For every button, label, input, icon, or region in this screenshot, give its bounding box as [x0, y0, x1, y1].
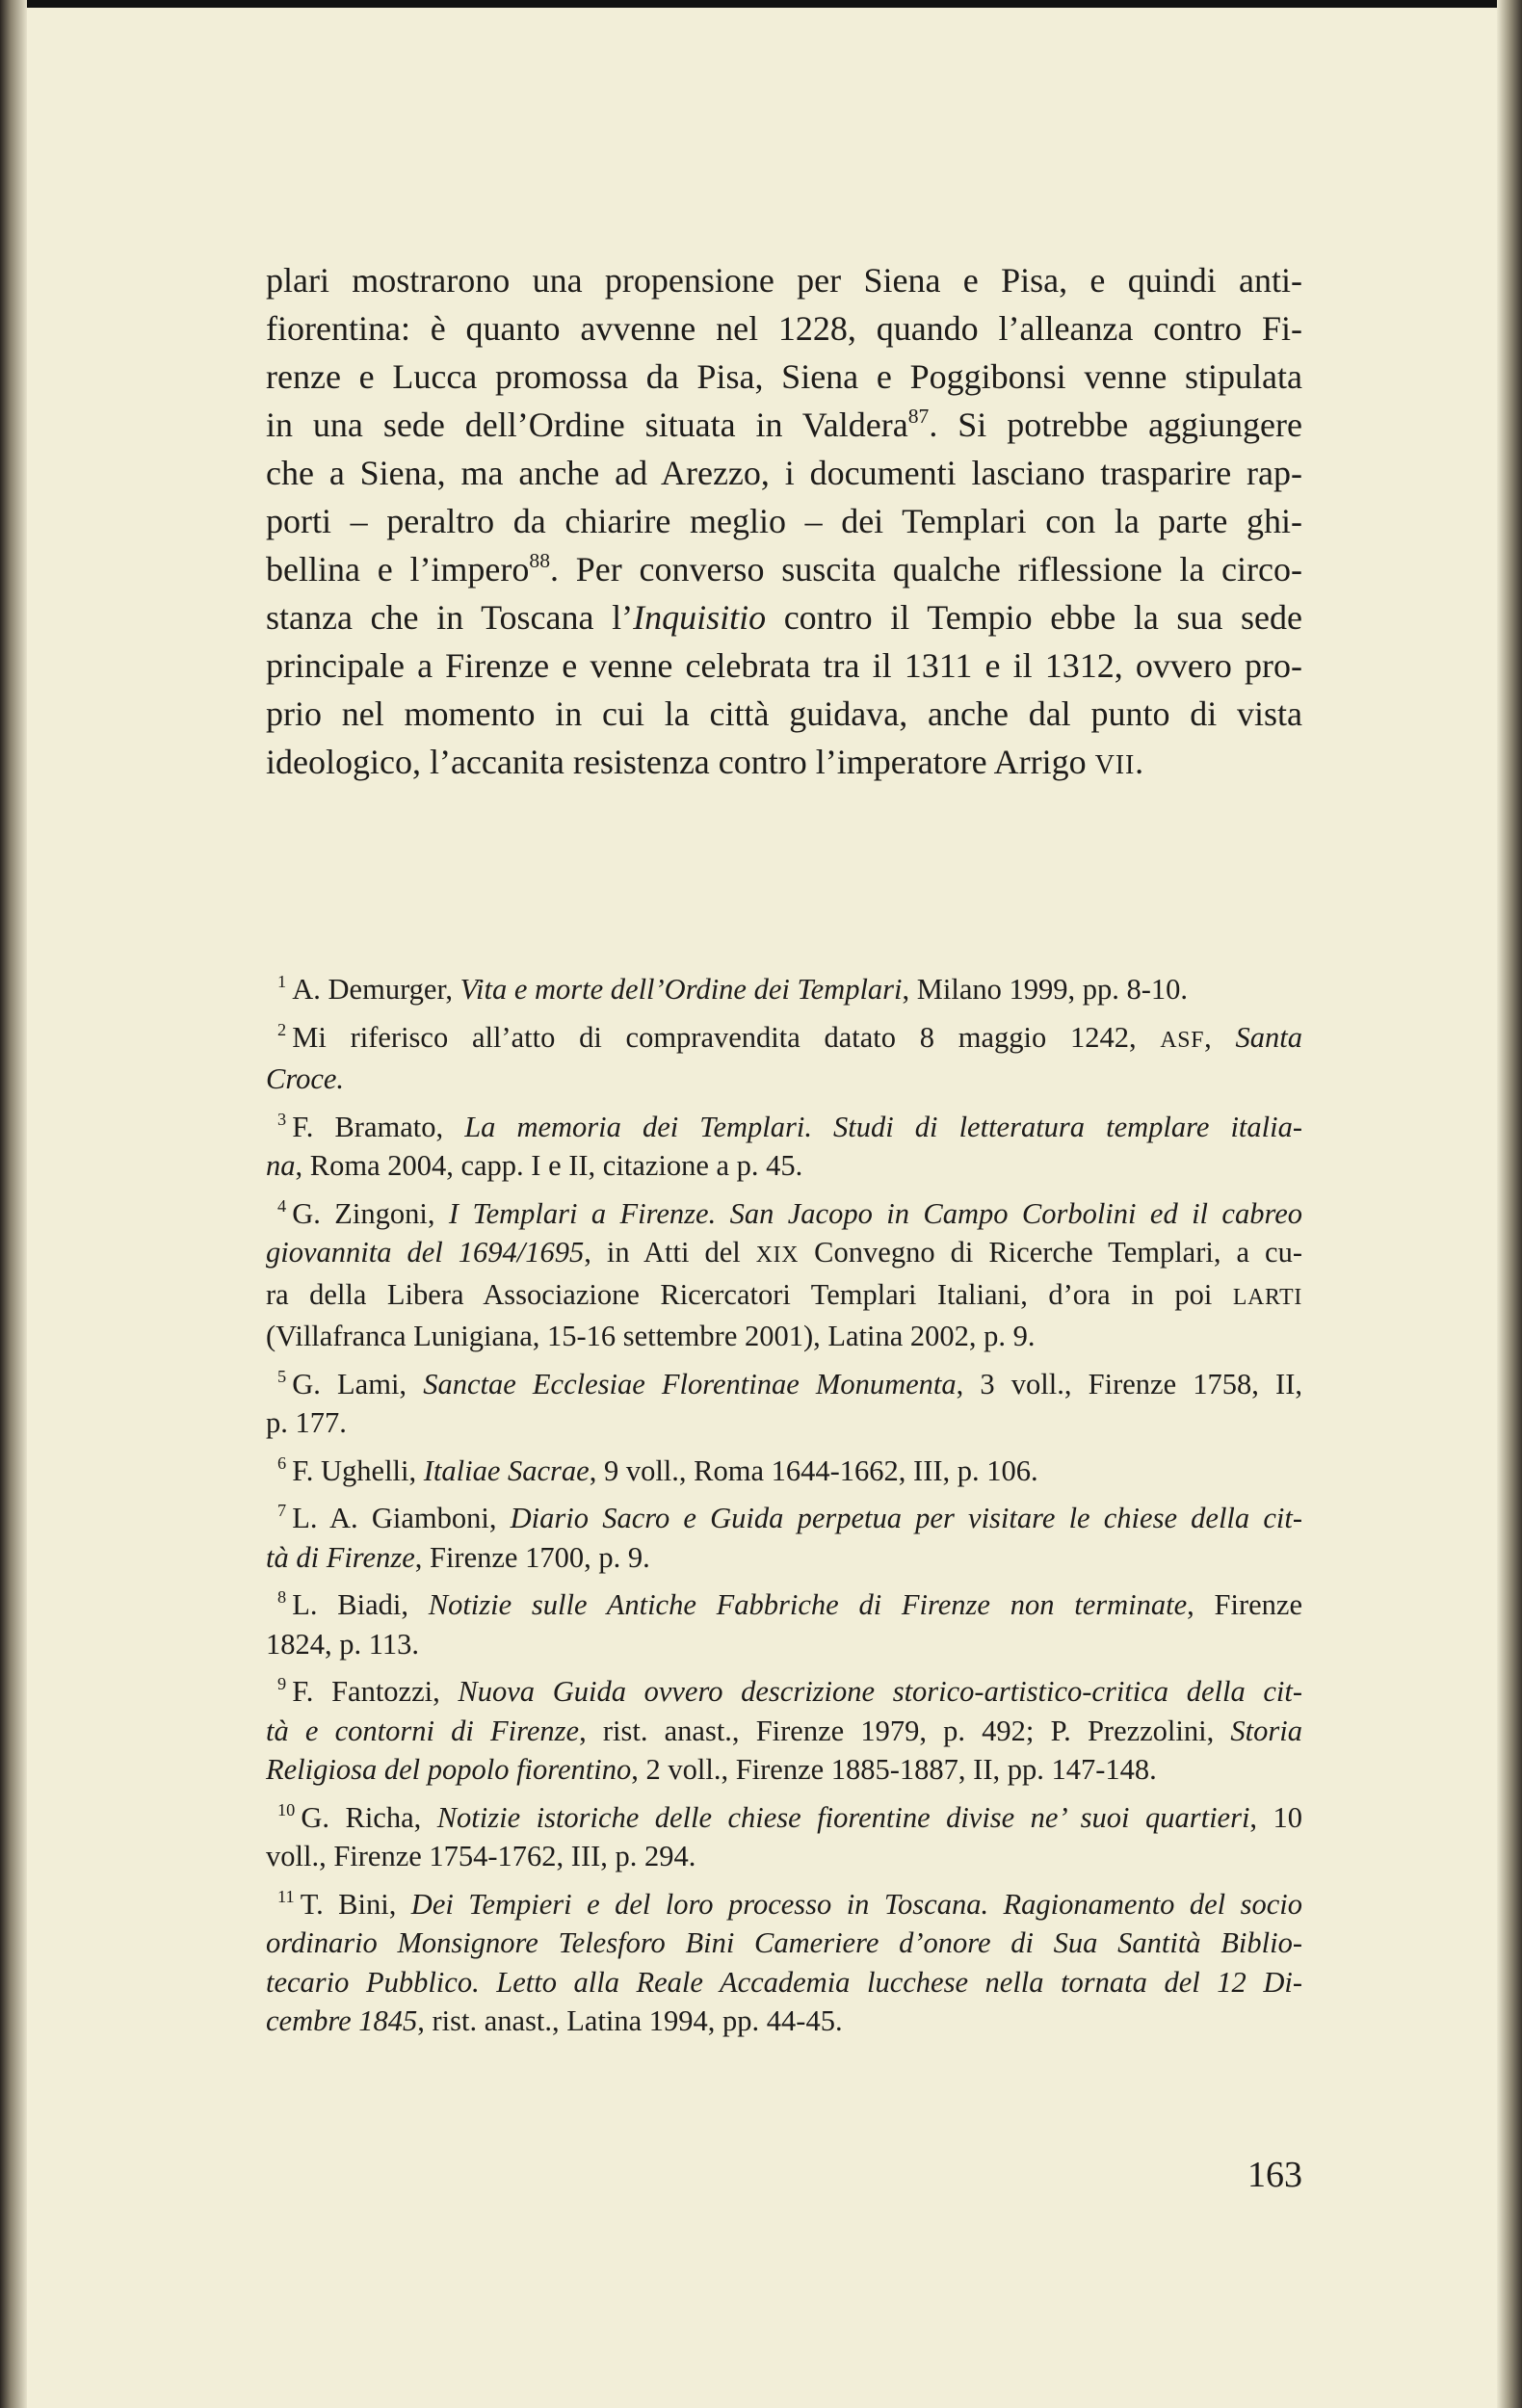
italic-title: Vita e morte dell’Ordine dei Templari [459, 973, 903, 1006]
italic-title: tecario Pubblico. Letto alla Reale Accademia lucchese nella tornata del 12 Di- [266, 1965, 1302, 1999]
footnotes [266, 970, 1302, 2050]
text-line [266, 545, 1302, 593]
footnote-3 [266, 1108, 1302, 1186]
text-run: , 2 voll., Firenze 1885-1887, II, pp. 147-148. [631, 1753, 1157, 1786]
italic-title: Croce. [266, 1062, 345, 1095]
text-run: in una sede dell’Ordine situata in Valdera [266, 406, 908, 444]
text-line [266, 449, 1302, 497]
text-line [266, 1317, 1302, 1356]
text-run: , in Atti del [584, 1236, 756, 1269]
text-run: voll., Firenze 1754-1762, III, p. 294. [266, 1840, 696, 1872]
text-line [266, 1798, 1302, 1838]
small-caps-text: LARTI [1232, 1284, 1302, 1310]
footnote-6 [266, 1452, 1302, 1491]
text-run: L. A. Giamboni, [292, 1502, 511, 1534]
text-run: plari mostrarono una propensione per Siena e Pisa, e quindi anti- [266, 261, 1302, 300]
text-run: , 10 [1249, 1800, 1302, 1834]
text-run: , Milano 1999, pp. 8-10. [902, 973, 1189, 1006]
footnote-number: 3 [277, 1109, 287, 1129]
footnote-reference: 87 [907, 404, 930, 428]
italic-title: Inquisitio [633, 598, 767, 637]
footnote-9 [266, 1672, 1302, 1790]
italic-title: Italiae Sacrae [423, 1453, 590, 1487]
italic-title: tà di Firenze [266, 1540, 415, 1574]
text-line [266, 1712, 1302, 1751]
footnote-number: 2 [277, 1019, 287, 1039]
text-run: F. Bramato, [292, 1110, 465, 1143]
text-line [266, 353, 1302, 401]
text-run: Mi riferisco all’atto di compravendita datato 8 maggio 1242, [292, 1020, 1161, 1054]
text-run: . Per converso suscita qualche riflessione la circo- [550, 550, 1302, 589]
italic-title: Storia [1230, 1714, 1302, 1747]
text-run: Convegno di Ricerche Templari, a cu- [799, 1236, 1302, 1269]
footnote-number: 10 [277, 1799, 296, 1819]
text-run: , 9 voll., Roma 1644-1662, III, p. 106. [589, 1453, 1038, 1487]
book-spine-shadow [0, 0, 27, 2408]
text-line [266, 1060, 1302, 1099]
small-caps-text: XIX [755, 1243, 800, 1268]
text-run: , rist. anast., Firenze 1979, p. 492; P. Prezzolini, [579, 1714, 1231, 1747]
text-line [266, 401, 1302, 449]
text-run: 1824, p. 113. [266, 1627, 419, 1661]
text-line [266, 497, 1302, 545]
text-line [266, 593, 1302, 641]
small-caps-text: ASF [1160, 1027, 1205, 1053]
text-run: L. Biadi, [292, 1588, 429, 1621]
text-line [266, 1672, 1302, 1712]
text-line [266, 1625, 1302, 1664]
footnote-number: 5 [277, 1366, 287, 1386]
text-line [266, 970, 1302, 1009]
text-line [266, 1585, 1302, 1625]
text-line [266, 1837, 1302, 1876]
text-line [266, 1963, 1302, 2002]
text-line [266, 1365, 1302, 1404]
text-line [266, 738, 1302, 790]
text-run: renze e Lucca promossa da Pisa, Siena e Poggibonsi venne stipulata [266, 357, 1302, 396]
text-line [266, 1538, 1302, 1578]
footnote-reference: 88 [529, 548, 550, 572]
text-line [266, 1233, 1302, 1275]
text-run: G. Lami, [292, 1367, 424, 1400]
text-run: (Villafranca Lunigiana, 15-16 settembre 2001), Latina 2002, p. 9. [266, 1320, 1036, 1352]
italic-title: Notizie istoriche delle chiese fiorentine divise ne’ suoi quartieri [436, 1800, 1250, 1834]
text-line [266, 641, 1302, 690]
body-paragraph [266, 256, 1302, 790]
text-run: principale a Firenze e venne celebrata tra il 1311 e il 1312, ovvero pro- [266, 646, 1302, 685]
text-line [266, 1146, 1302, 1186]
footnote-number: 8 [277, 1587, 287, 1608]
text-run: porti – peraltro da chiarire meglio – dei Templari con la parte ghi- [266, 502, 1302, 540]
text-run: T. Bini, [300, 1887, 411, 1921]
italic-title: Diario Sacro e Guida perpetua per visitare le chiese della cit- [510, 1502, 1302, 1534]
footnote-number: 6 [277, 1453, 287, 1473]
italic-title: na [266, 1149, 296, 1182]
text-run: , Roma 2004, capp. I e II, citazione a p. 45. [295, 1149, 803, 1182]
footnote-number: 4 [277, 1195, 287, 1216]
text-run: prio nel momento in cui la città guidava, anche dal punto di vista [266, 694, 1302, 733]
footnote-11 [266, 1885, 1302, 2041]
footnote-7 [266, 1499, 1302, 1577]
italic-title: Notizie sulle Antiche Fabbriche di Firenze non terminate [428, 1588, 1188, 1621]
text-line [266, 1885, 1302, 1924]
text-run: , [1204, 1020, 1236, 1054]
text-line [266, 2002, 1302, 2041]
text-run: ideologico, l’accanita resistenza contro l’imperatore Arrigo [266, 743, 1095, 781]
page-edge-shadow [1497, 0, 1522, 2408]
text-run: . [1135, 743, 1144, 781]
text-run: F. Fantozzi, [292, 1675, 459, 1708]
text-line [266, 1499, 1302, 1538]
italic-title: Santa [1235, 1020, 1303, 1054]
italic-title: I Templari a Firenze. San Jacopo in Campo Corbolini ed il cabreo [448, 1196, 1302, 1230]
small-caps-text: VII [1094, 750, 1136, 780]
footnote-2 [266, 1018, 1302, 1099]
text-line [266, 690, 1302, 738]
text-line [266, 1275, 1302, 1318]
text-run: bellina e l’impero [266, 550, 530, 589]
text-line [266, 304, 1302, 353]
text-line [266, 256, 1302, 304]
footnote-1 [266, 970, 1302, 1009]
footnote-10 [266, 1798, 1302, 1876]
italic-title: ordinario Monsignore Telesforo Bini Cameriere d’onore di Sua Santità Biblio- [266, 1926, 1302, 1959]
text-line [266, 1924, 1302, 1963]
italic-title: Nuova Guida ovvero descrizione storico-artistico-critica della cit- [458, 1675, 1302, 1708]
text-line [266, 1403, 1302, 1443]
text-run: G. Richa, [301, 1800, 437, 1834]
text-run: , Firenze [1187, 1588, 1302, 1621]
text-run: , rist. anast., Latina 1994, pp. 44-45. [417, 2004, 843, 2037]
text-run: . Si potrebbe aggiungere [929, 406, 1302, 444]
text-run: A. Demurger, [292, 973, 460, 1006]
text-run: ra della Libera Associazione Ricercatori Templari Italiani, d’ora in poi [266, 1277, 1233, 1311]
italic-title: Religiosa del popolo fiorentino [266, 1753, 632, 1786]
footnote-number: 11 [277, 1886, 295, 1906]
footnote-8 [266, 1585, 1302, 1663]
text-run: che a Siena, ma anche ad Arezzo, i documenti lasciano trasparire rap- [266, 454, 1302, 492]
text-line [266, 1452, 1302, 1491]
footnote-number: 7 [277, 1501, 287, 1521]
text-run: p. 177. [266, 1406, 347, 1439]
page-number: 163 [1247, 2155, 1302, 2195]
italic-title: La memoria dei Templari. Studi di letteratura templare italia- [464, 1110, 1303, 1143]
footnote-5 [266, 1365, 1302, 1443]
italic-title: tà e contorni di Firenze [266, 1714, 580, 1747]
text-run: contro il Tempio ebbe la sua sede [766, 598, 1302, 637]
text-line [266, 1108, 1302, 1147]
footnote-number: 1 [277, 972, 287, 992]
italic-title: giovannita del 1694/1695 [266, 1236, 585, 1269]
italic-title: cembre 1845 [266, 2004, 418, 2037]
text-run: F. Ughelli, [292, 1453, 424, 1487]
text-run: fiorentina: è quanto avvenne nel 1228, quando l’alleanza contro Fi- [266, 309, 1302, 348]
text-line [266, 1194, 1302, 1234]
italic-title: Dei Tempieri e del loro processo in Toscana. Ragionamento del socio [410, 1887, 1302, 1921]
text-run: G. Zingoni, [292, 1196, 449, 1230]
text-run: stanza che in Toscana l’ [266, 598, 634, 637]
text-run: , Firenze 1700, p. 9. [414, 1540, 650, 1574]
text-run: , 3 voll., Firenze 1758, II, [956, 1367, 1302, 1400]
text-line [266, 1750, 1302, 1790]
text-line [266, 1018, 1302, 1060]
footnote-number: 9 [277, 1674, 287, 1694]
scan-top-border [0, 0, 1522, 8]
footnote-4 [266, 1194, 1302, 1356]
italic-title: Sanctae Ecclesiae Florentinae Monumenta [423, 1367, 957, 1400]
